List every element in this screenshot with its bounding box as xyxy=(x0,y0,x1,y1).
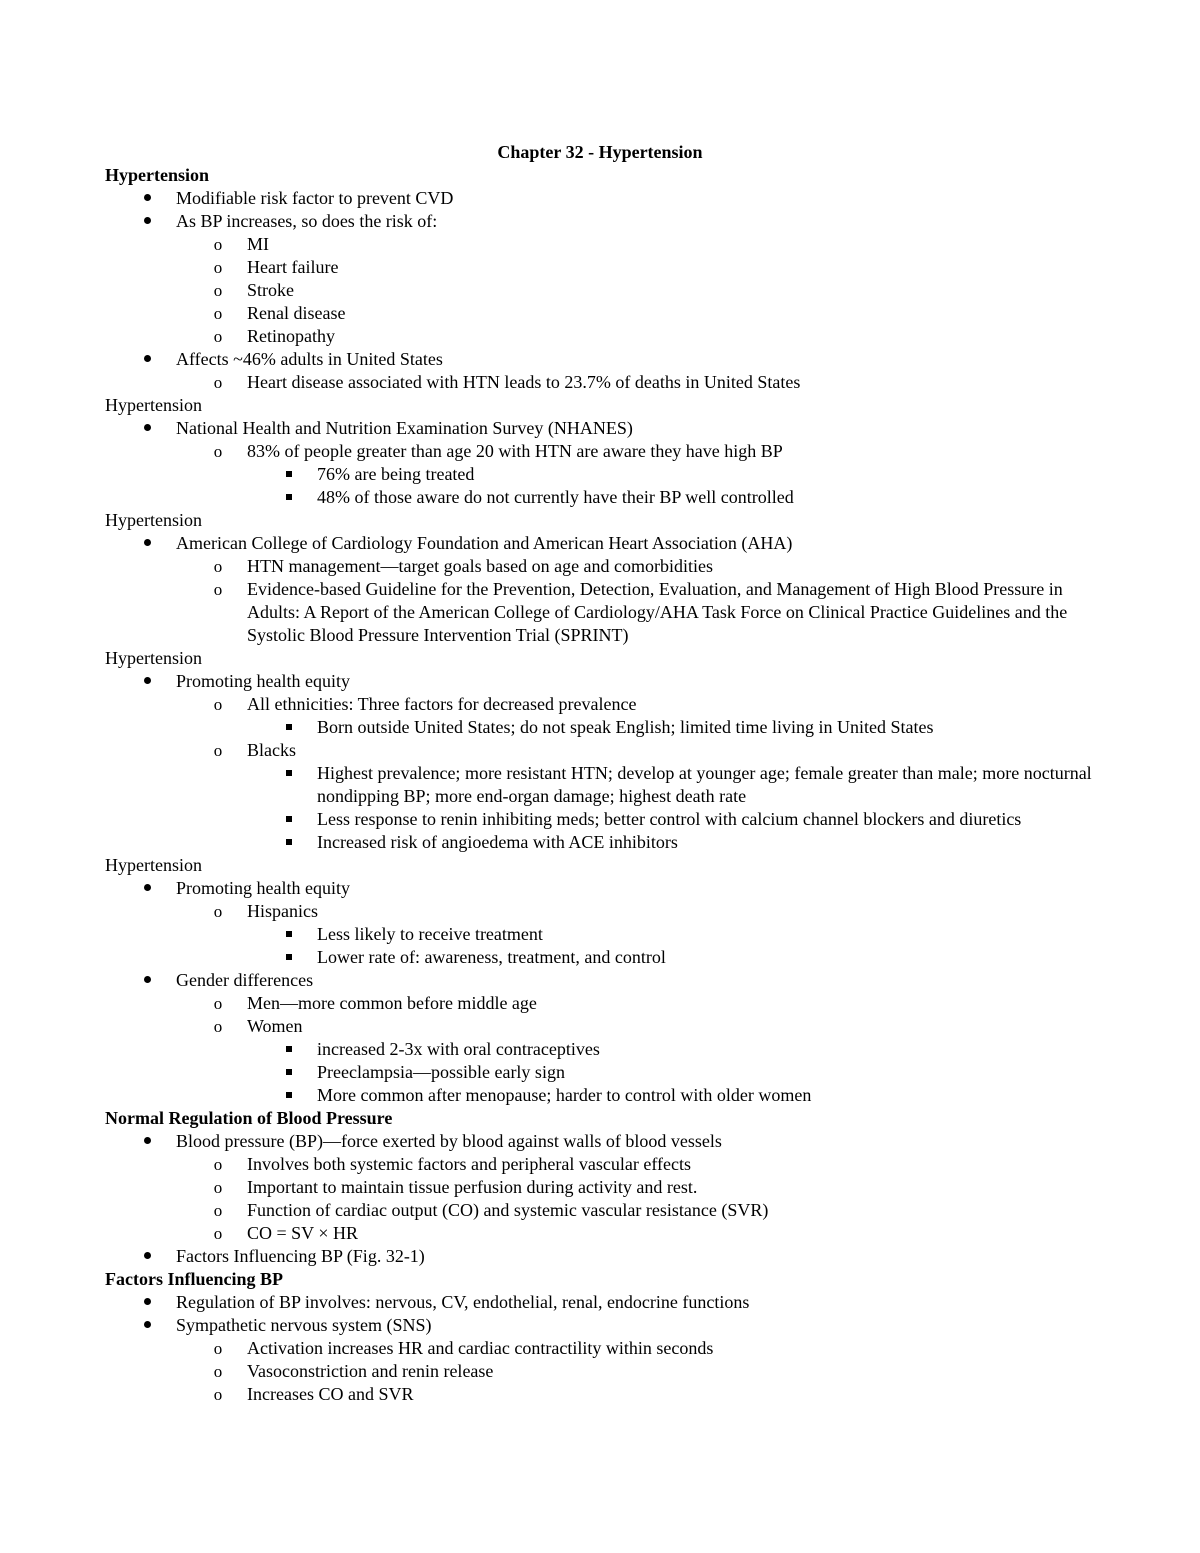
list-item xyxy=(105,256,1105,279)
bullet-square-icon xyxy=(281,808,297,831)
list-item-text: Increased risk of angioedema with ACE inhibitors xyxy=(317,832,678,852)
list-item xyxy=(105,210,1105,233)
list-item-text: Hypertension xyxy=(105,165,210,185)
bullet-circle-icon xyxy=(210,1015,226,1038)
list-item xyxy=(105,831,1105,854)
list-item xyxy=(105,923,1105,946)
list-item xyxy=(105,325,1105,348)
bullet-disc-icon xyxy=(139,877,155,900)
list-item-text: Retinopathy xyxy=(247,326,335,346)
document-title: Chapter 32 - Hypertension xyxy=(497,142,703,162)
bullet-square-icon xyxy=(281,716,297,739)
list-item-text: Regulation of BP involves: nervous, CV, endothelial, renal, endocrine functions xyxy=(176,1292,750,1312)
list-item-text: More common after menopause; harder to control with older women xyxy=(317,1085,812,1105)
list-item xyxy=(105,1153,1105,1176)
bullet-circle-icon xyxy=(210,578,226,601)
list-item-text: Affects ~46% adults in United States xyxy=(176,349,443,369)
list-item xyxy=(105,877,1105,900)
list-item-text: Evidence-based Guideline for the Prevention, Detection, Evaluation, and Management of High Blood Pressure in Adults: A Report of the American College of Cardiology/AHA Task Force on Clinical Practice Guidelines and the Systolic Blood Pressure Intervention Trial (SPRINT) xyxy=(247,579,1068,645)
list-item xyxy=(105,371,1105,394)
list-item xyxy=(105,1360,1105,1383)
list-item xyxy=(105,1199,1105,1222)
bullet-circle-icon xyxy=(210,1360,226,1383)
list-item xyxy=(105,555,1105,578)
section-heading xyxy=(105,647,1105,670)
bullet-circle-icon xyxy=(210,325,226,348)
bullet-disc-icon xyxy=(139,187,155,210)
list-item xyxy=(105,1084,1105,1107)
list-item xyxy=(105,302,1105,325)
list-item xyxy=(105,440,1105,463)
bullet-disc-icon xyxy=(139,532,155,555)
list-item xyxy=(105,486,1105,509)
list-item-text: Stroke xyxy=(247,280,294,300)
bullet-circle-icon xyxy=(210,279,226,302)
list-item-text: Involves both systemic factors and peripheral vascular effects xyxy=(247,1154,692,1174)
bullet-square-icon xyxy=(281,486,297,509)
list-item xyxy=(105,1061,1105,1084)
bullet-circle-icon xyxy=(210,256,226,279)
bullet-circle-icon xyxy=(210,1222,226,1245)
list-item xyxy=(105,233,1105,256)
bullet-disc-icon xyxy=(139,417,155,440)
section-heading xyxy=(105,394,1105,417)
bullet-disc-icon xyxy=(139,210,155,233)
outline-list xyxy=(105,164,1105,1406)
bullet-circle-icon xyxy=(210,440,226,463)
list-item-text: CO = SV × HR xyxy=(247,1223,358,1243)
bullet-square-icon xyxy=(281,762,297,785)
list-item xyxy=(105,716,1105,739)
bullet-disc-icon xyxy=(139,969,155,992)
list-item-text: 76% are being treated xyxy=(317,464,475,484)
list-item xyxy=(105,348,1105,371)
list-item xyxy=(105,532,1105,555)
bullet-disc-icon xyxy=(139,348,155,371)
list-item xyxy=(105,808,1105,831)
list-item-text: Modifiable risk factor to prevent CVD xyxy=(176,188,454,208)
list-item-text: Hypertension xyxy=(105,395,202,415)
list-item-text: Men—more common before middle age xyxy=(247,993,537,1013)
list-item-text: 83% of people greater than age 20 with HTN are aware they have high BP xyxy=(247,441,783,461)
list-item-text: Renal disease xyxy=(247,303,346,323)
list-item-text: Hypertension xyxy=(105,855,202,875)
bullet-circle-icon xyxy=(210,992,226,1015)
bullet-circle-icon xyxy=(210,371,226,394)
bullet-disc-icon xyxy=(139,1245,155,1268)
list-item xyxy=(105,1015,1105,1038)
bullet-circle-icon xyxy=(210,1199,226,1222)
list-item xyxy=(105,946,1105,969)
list-item xyxy=(105,417,1105,440)
list-item-text: Blacks xyxy=(247,740,296,760)
list-item-text: Preeclampsia—possible early sign xyxy=(317,1062,565,1082)
bullet-square-icon xyxy=(281,1084,297,1107)
list-item-text: Gender differences xyxy=(176,970,314,990)
list-item xyxy=(105,1130,1105,1153)
list-item xyxy=(105,279,1105,302)
bullet-square-icon xyxy=(281,1061,297,1084)
list-item-text: increased 2-3x with oral contraceptives xyxy=(317,1039,600,1059)
list-item xyxy=(105,578,1105,647)
list-item xyxy=(105,463,1105,486)
list-item-text: Less likely to receive treatment xyxy=(317,924,543,944)
bullet-disc-icon xyxy=(139,1130,155,1153)
list-item-text: Less response to renin inhibiting meds; better control with calcium channel blockers and diuretics xyxy=(317,809,1022,829)
bullet-square-icon xyxy=(281,831,297,854)
list-item-text: Lower rate of: awareness, treatment, and control xyxy=(317,947,666,967)
bullet-circle-icon xyxy=(210,233,226,256)
list-item xyxy=(105,1383,1105,1406)
list-item xyxy=(105,1038,1105,1061)
bullet-square-icon xyxy=(281,946,297,969)
list-item-text: HTN management—target goals based on age and comorbidities xyxy=(247,556,714,576)
list-item-text: Promoting health equity xyxy=(176,878,350,898)
bullet-square-icon xyxy=(281,463,297,486)
list-item xyxy=(105,1222,1105,1245)
list-item-text: Promoting health equity xyxy=(176,671,350,691)
list-item-text: American College of Cardiology Foundation and American Heart Association (AHA) xyxy=(176,533,793,553)
list-item-text: Normal Regulation of Blood Pressure xyxy=(105,1108,393,1128)
list-item-text: Important to maintain tissue perfusion during activity and rest. xyxy=(247,1177,698,1197)
list-item-text: Hispanics xyxy=(247,901,318,921)
document-page xyxy=(105,141,1105,1406)
list-item-text: Highest prevalence; more resistant HTN; develop at younger age; female greater than male; more nocturnal nondipping BP; more end-organ damage; highest death rate xyxy=(317,763,1092,806)
list-item xyxy=(105,187,1105,210)
bullet-square-icon xyxy=(281,923,297,946)
bullet-circle-icon xyxy=(210,302,226,325)
section-heading xyxy=(105,164,1105,187)
section-heading xyxy=(105,509,1105,532)
bullet-circle-icon xyxy=(210,1153,226,1176)
list-item-text: 48% of those aware do not currently have their BP well controlled xyxy=(317,487,794,507)
list-item xyxy=(105,1176,1105,1199)
list-item-text: National Health and Nutrition Examination Survey (NHANES) xyxy=(176,418,633,438)
bullet-square-icon xyxy=(281,1038,297,1061)
list-item-text: As BP increases, so does the risk of: xyxy=(176,211,438,231)
bullet-circle-icon xyxy=(210,693,226,716)
list-item-text: Activation increases HR and cardiac contractility within seconds xyxy=(247,1338,714,1358)
bullet-circle-icon xyxy=(210,1176,226,1199)
list-item xyxy=(105,1337,1105,1360)
list-item xyxy=(105,969,1105,992)
list-item xyxy=(105,762,1105,808)
list-item-text: Hypertension xyxy=(105,510,202,530)
section-heading xyxy=(105,1268,1105,1291)
list-item-text: Sympathetic nervous system (SNS) xyxy=(176,1315,432,1335)
list-item xyxy=(105,693,1105,716)
bullet-disc-icon xyxy=(139,1314,155,1337)
list-item-text: Factors Influencing BP (Fig. 32-1) xyxy=(176,1246,425,1266)
list-item-text: Heart disease associated with HTN leads to 23.7% of deaths in United States xyxy=(247,372,801,392)
list-item-text: Function of cardiac output (CO) and systemic vascular resistance (SVR) xyxy=(247,1200,769,1220)
list-item-text: Factors Influencing BP xyxy=(105,1269,283,1289)
list-item xyxy=(105,1245,1105,1268)
bullet-circle-icon xyxy=(210,900,226,923)
bullet-disc-icon xyxy=(139,1291,155,1314)
section-heading xyxy=(105,854,1105,877)
list-item xyxy=(105,739,1105,762)
section-heading xyxy=(105,1107,1105,1130)
list-item-text: Blood pressure (BP)—force exerted by blood against walls of blood vessels xyxy=(176,1131,722,1151)
list-item-text: Increases CO and SVR xyxy=(247,1384,414,1404)
list-item xyxy=(105,900,1105,923)
list-item xyxy=(105,992,1105,1015)
bullet-circle-icon xyxy=(210,555,226,578)
list-item-text: Women xyxy=(247,1016,303,1036)
bullet-circle-icon xyxy=(210,1383,226,1406)
list-item xyxy=(105,670,1105,693)
list-item-text: MI xyxy=(247,234,269,254)
bullet-circle-icon xyxy=(210,739,226,762)
list-item xyxy=(105,1291,1105,1314)
list-item-text: All ethnicities: Three factors for decreased prevalence xyxy=(247,694,637,714)
list-item-text: Born outside United States; do not speak English; limited time living in United States xyxy=(317,717,934,737)
bullet-circle-icon xyxy=(210,1337,226,1360)
list-item xyxy=(105,1314,1105,1337)
list-item-text: Hypertension xyxy=(105,648,202,668)
list-item-text: Heart failure xyxy=(247,257,339,277)
bullet-disc-icon xyxy=(139,670,155,693)
list-item-text: Vasoconstriction and renin release xyxy=(247,1361,494,1381)
